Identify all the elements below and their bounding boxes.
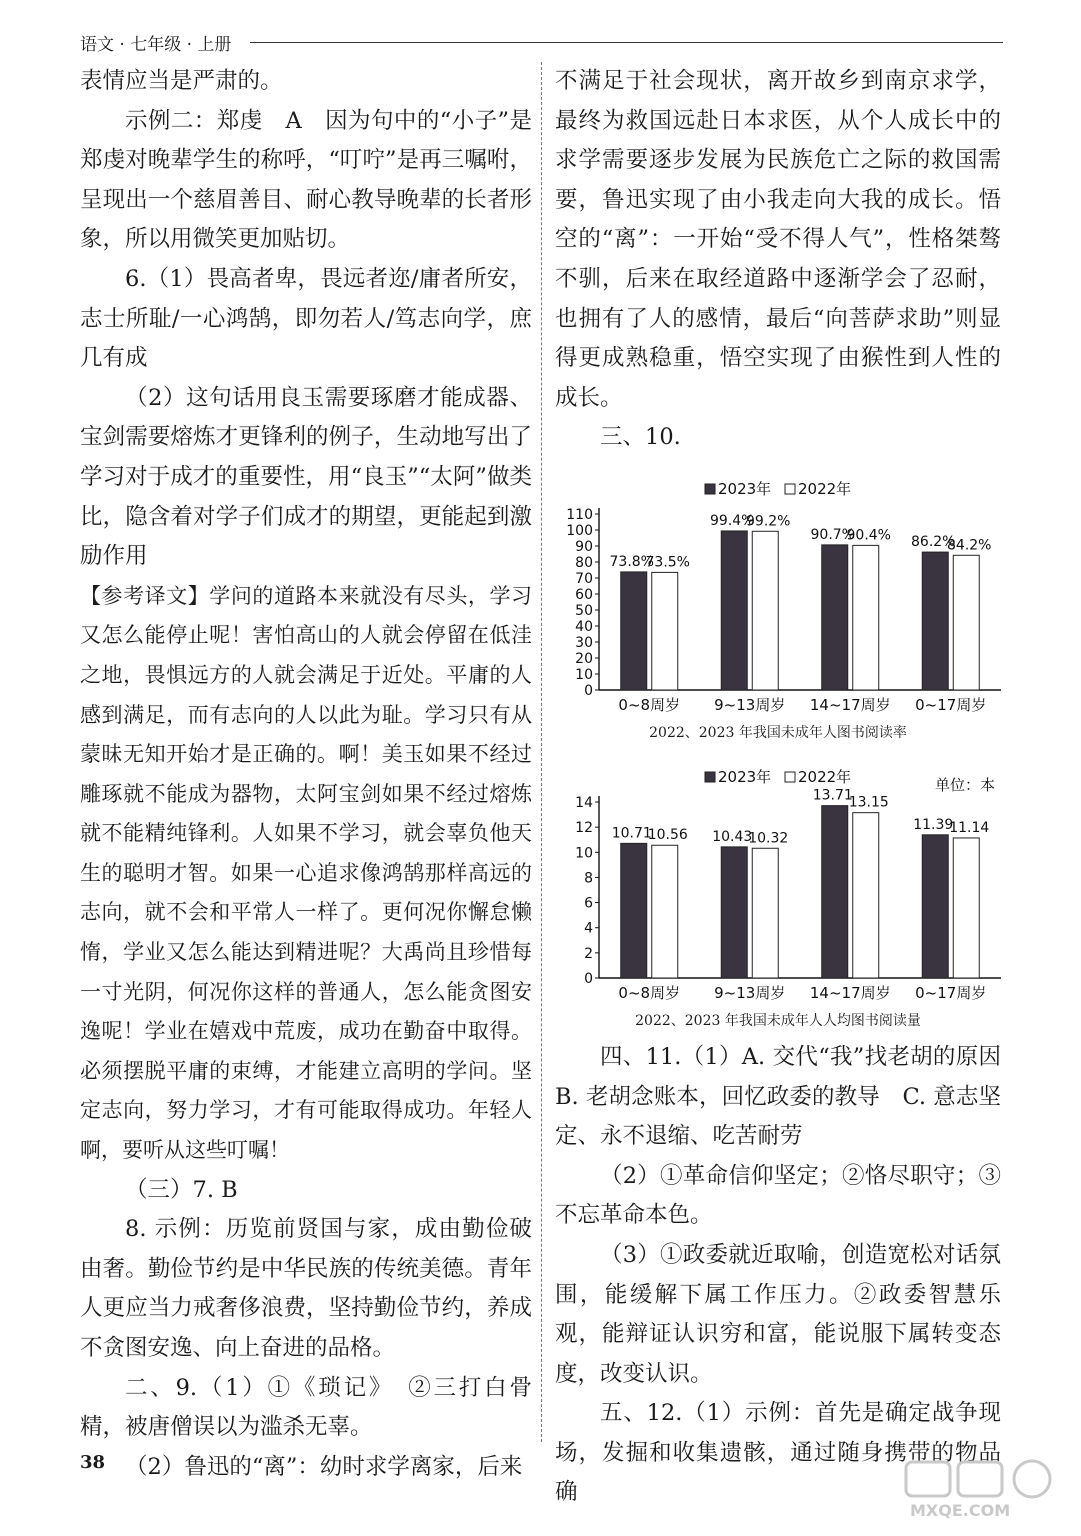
y-tick-label: 20 [575,650,593,667]
x-tick-label: 0~8周岁 [618,983,681,1002]
y-tick-label: 40 [575,618,593,635]
reading-rate-chart [555,462,1001,742]
y-tick-label: 10 [575,666,593,683]
bar-series-b [652,845,678,978]
y-tick-label: 70 [575,570,593,587]
column-divider [541,62,542,1442]
y-tick-label: 60 [575,586,593,603]
right-column [555,62,1024,1513]
data-label: 73.5% [645,554,690,571]
paragraph: 【参考译文】学问的道路本来就没有尽头，学习又怎么能停止呢！害怕高山的人就会停留在低洼之地，畏惧远方的人就会满足于近处。平庸的人感到满足，而有志向的人以此为耻。学习只有从蒙昧无知开始才是正确的。啊！美玉如果不经过雕琢就不能成为器物，太阿宝剑如果不经过熔炼就不能精纯锋利。人如果不学习，就会辜负他天生的聪明才智。如果一心追求像鸿鹄那样高远的志向，就不会和平常人一样了。更何况你懈怠懒惰，学业又怎么能达到精进呢？大禹尚且珍惜每一寸光阴，何况你这样的普通人，怎么能贪图安逸呢！学业在嬉戏中荒废，成功在勤奋中取得。必须摆脱平庸的束缚，才能建立高明的学问。坚定志向，努力学习，才有可能取得成功。年轻人啊，要听从这些叮嘱！ [80,583,532,1163]
data-label: 11.39 [913,816,954,833]
bar-series-a [621,572,647,690]
data-label: 73.8% [609,553,654,570]
reading-volume-chart-svg [555,750,1001,1012]
right-column-top-text [555,62,1001,458]
reading-volume-chart-title: 2022、2023 年我国未成年人人均图书阅读量 [635,1012,921,1029]
data-label: 10.32 [748,830,789,847]
data-label: 11.14 [949,819,990,836]
bar-series-b [752,848,778,978]
data-label: 90.4% [846,527,891,544]
y-tick-label: 10 [575,845,593,862]
y-tick-label: 14 [575,794,593,811]
x-tick-label: 9~13周岁 [714,983,786,1002]
header-rule [250,42,1003,43]
y-tick-label: 50 [575,602,593,619]
bar-series-b [853,545,879,690]
x-tick-label: 14~17周岁 [809,695,891,714]
x-tick-label: 0~17周岁 [915,695,987,714]
chart-legend [705,480,851,498]
bar-series-b [853,813,879,978]
right-column-bottom-text [555,1038,1024,1513]
y-tick-label: 0 [584,682,593,699]
reading-rate-chart-svg [555,462,1001,724]
paragraph: 二、9.（1）①《琐记》 ②三打白骨精，被唐僧误以为滥杀无辜。 [80,1374,532,1441]
bar-series-a [721,531,747,690]
y-tick-label: 0 [584,970,593,987]
data-label: 10.56 [647,827,688,844]
legend-label-0: 2023年 [718,767,772,786]
data-label: 10.43 [712,828,753,845]
bar-series-a [822,806,848,978]
legend-label-1: 2022年 [798,479,852,498]
bar-series-b [953,555,979,690]
legend-label-1: 2022年 [798,767,852,786]
y-tick-label: 110 [566,506,593,523]
paragraph: （2）①革命信仰坚定；②恪尽职守；③不忘革命本色。 [555,1162,1001,1229]
data-label: 13.15 [848,794,889,811]
paragraph: 四、11.（1）A. 交代“我”找老胡的原因 B. 老胡念账本，回忆政委的教导 C. 意志坚定、永不退缩、吃苦耐劳 [555,1043,1024,1150]
legend-swatch-0 [705,772,715,782]
y-tick-label: 8 [584,870,593,887]
legend-label-0: 2023年 [718,479,772,498]
x-tick-label: 0~17周岁 [915,983,987,1002]
legend-swatch-1 [785,772,795,782]
paragraph: 三、10. [600,424,681,451]
x-tick-label: 9~13周岁 [714,695,786,714]
chart-legend [705,768,851,786]
y-tick-label: 4 [584,920,593,937]
bar-series-a [721,847,747,978]
bar-series-b [752,531,778,690]
y-tick-label: 2 [584,945,593,962]
bar-series-b [953,838,979,978]
paragraph: （2）这句话用良玉需要琢磨才能成器、宝剑需要熔炼才更锋利的例子，生动地写出了学习对于成才的重要性，用“良玉”“太阿”做类比，隐含着对学子们成才的期望，更能起到激励作用 [80,384,532,570]
x-tick-label: 0~8周岁 [618,695,681,714]
y-tick-label: 12 [575,820,593,837]
paragraph: 6.（1）畏高者卑，畏远者迩/庸者所安，志士所耻/一心鸿鹄，即勿若人/笃志向学，庶几有成 [80,265,532,372]
y-tick-label: 30 [575,634,593,651]
data-label: 13.71 [812,787,853,804]
y-tick-label: 100 [566,522,593,539]
y-tick-label: 80 [575,554,593,571]
paragraph: （2）鲁迅的“离”：幼时求学离家，后来 [125,1453,523,1480]
watermark-logo [902,1458,1062,1522]
paragraph: 8. 示例：历览前贤国与家，成由勤俭破由奢。勤俭节约是中华民族的传统美德。青年人更应当力戒奢侈浪费，坚持勤俭节约，养成不贪图安逸、向上奋进的品格。 [80,1216,532,1361]
paragraph: （三）7. B [125,1176,238,1203]
left-column [80,62,532,1487]
legend-swatch-0 [705,484,715,494]
bar-series-a [822,545,848,690]
paragraph: 五、12.（1）示例：首先是确定战争现场，发掘和收集遗骸，通过随身携带的物品确 [555,1400,1001,1506]
data-label: 99.2% [746,513,791,530]
svg-text:MXQE.COM: MXQE.COM [910,1501,1011,1520]
data-label: 84.2% [947,537,992,554]
page-number: 38 [80,1452,106,1473]
bar-series-a [922,552,948,690]
y-tick-label: 6 [584,895,593,912]
bar-series-b [652,572,678,690]
data-label: 86.2% [911,534,956,551]
paragraph: 示例二：郑虔 A 因为句中的“小子”是郑虔对晚辈学生的称呼，“叮咛”是再三嘱咐，呈现出一个慈眉善目、耐心教导晚辈的长者形象，所以用微笑更加贴切。 [80,107,532,253]
running-header: 语文 · 七年级 · 上册 [80,35,232,55]
x-tick-label: 14~17周岁 [809,983,891,1002]
reading-rate-chart-title: 2022、2023 年我国未成年人图书阅读率 [649,724,907,741]
data-label: 90.7% [810,526,855,543]
data-label: 99.4% [710,512,755,529]
bar-series-a [922,835,948,978]
y-tick-label: 90 [575,538,593,555]
paragraph: 表情应当是严肃的。 [80,68,283,94]
reading-volume-chart [555,750,1001,1030]
bar-series-a [621,843,647,978]
legend-swatch-1 [785,484,795,494]
paragraph: 不满足于社会现状，离开故乡到南京求学，最终为救国远赴日本求医，从个人成长中的求学需要逐步发展为民族危亡之际的救国需要，鲁迅实现了由小我走向大我的成长。悟空的“离”：一开始“受不得人气”，性格桀骜不驯，后来在取经道路中逐渐学会了忍耐，也拥有了人的感情，最后“向菩萨求助”则显得更成熟稳重，悟空实现了由猴性到人性的成长。 [555,68,1001,411]
data-label: 10.71 [611,825,652,842]
unit-label: 单位：本 [934,775,995,794]
paragraph: （3）①政委就近取喻，创造宽松对话氛围，能缓解下属工作压力。②政委智慧乐观，能辩证认识穷和富，能说服下属转变态度，改变认识。 [555,1241,1001,1387]
